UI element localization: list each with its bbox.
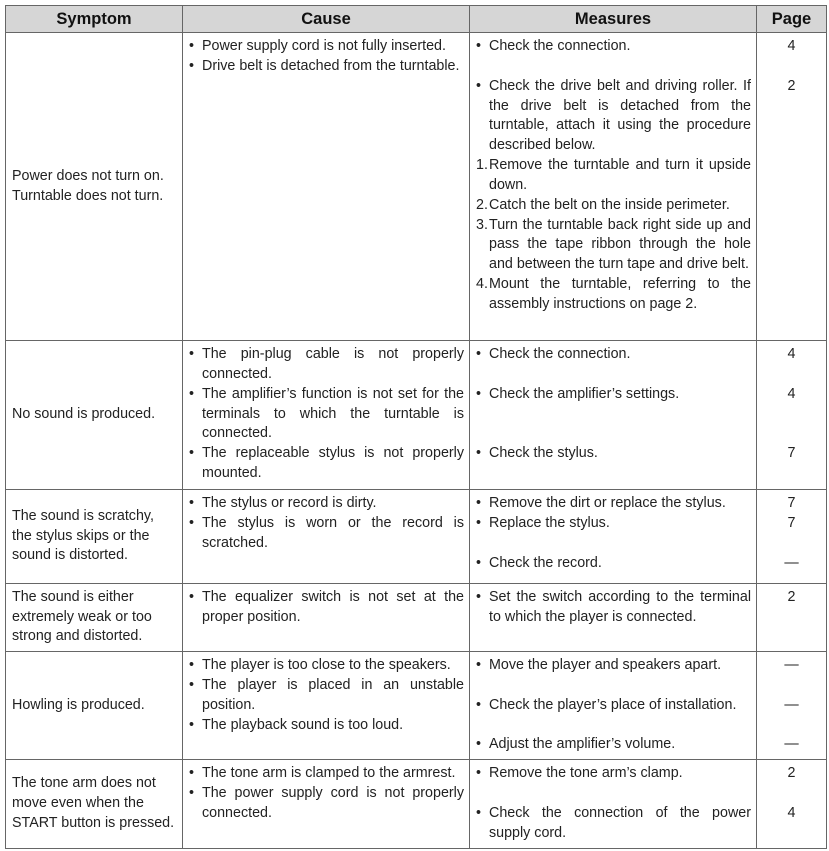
symptom-text: No sound is produced. — [12, 406, 156, 423]
cause-item: • The tone arm is clamped to the armrest. — [189, 765, 456, 782]
measures-cell — [470, 652, 757, 760]
page-value: — — [784, 736, 799, 753]
page-cell — [757, 584, 827, 652]
table-row — [6, 341, 827, 490]
symptom-text: The sound is scratchy, the stylus skips or the sound is distorted. — [12, 507, 154, 564]
measure-item: • Check the stylus. — [476, 445, 598, 462]
cause-cell — [183, 33, 470, 341]
measure-step: 4. Mount the turntable, referring to the assembly instructions on page 2. — [476, 276, 751, 312]
header-measures: Measures — [470, 6, 757, 33]
cause-item: • The power supply cord is not properly connected. — [189, 785, 464, 821]
measure-item: • Check the connection. — [476, 346, 631, 362]
measure-step: 1. Remove the turntable and turn it upside down. — [476, 157, 751, 193]
measure-item: • Check the connection. — [476, 38, 631, 54]
page-value: 2 — [787, 77, 796, 94]
symptom-text: Power does not turn on. Turntable does not turn. — [12, 167, 164, 204]
measure-item: • Remove the dirt or replace the stylus. — [476, 495, 726, 511]
measure-step: 2. Catch the belt on the inside perimeter. — [476, 196, 730, 213]
page-value: — — [784, 696, 799, 713]
measure-item: • Move the player and speakers apart. — [476, 657, 722, 673]
measures-cell — [470, 33, 757, 341]
page-cell — [757, 341, 827, 490]
symptom-cell — [6, 584, 183, 652]
cause-item: • The playback sound is too loud. — [189, 716, 404, 733]
measure-item: • Set the switch according to the terminal to which the player is connected. — [476, 589, 751, 625]
symptom-text: Howling is produced. — [12, 696, 145, 713]
measures-cell — [470, 490, 757, 584]
measure-item: • Check the player’s place of installation. — [476, 696, 737, 713]
page-value: — — [784, 554, 799, 571]
measures-cell — [470, 584, 757, 652]
table-row — [6, 490, 827, 584]
page-value: 2 — [787, 765, 796, 782]
cause-cell — [183, 584, 470, 652]
page-value: 2 — [787, 589, 796, 605]
cause-item: • The replaceable stylus is not properly mounted. — [189, 445, 464, 482]
measure-item: • Check the connection of the power supply cord. — [476, 804, 751, 841]
measure-item: • Check the record. — [476, 554, 602, 571]
measures-cell — [470, 341, 757, 490]
page-value: 7 — [787, 495, 796, 511]
measure-item: • Check the amplifier’s settings. — [476, 385, 680, 402]
page-value: — — [784, 657, 799, 673]
page-cell — [757, 33, 827, 341]
measure-item: • Check the drive belt and driving roller. If the drive belt is detached from the turntable, attach it using the procedure described below. — [476, 77, 751, 154]
measure-step: 3. Turn the turntable back right side up and pass the tape ribbon through the hole and between the turn tape and drive belt. — [476, 216, 751, 273]
header-page: Page — [757, 6, 827, 33]
symptom-text: The sound is either extremely weak or too strong and distorted. — [12, 588, 152, 645]
symptom-text: The tone arm does not move even when the START button is pressed. — [12, 775, 175, 831]
table-row — [6, 652, 827, 760]
symptom-cell — [6, 760, 183, 848]
page-value: 4 — [787, 385, 796, 402]
cause-item: • The amplifier’s function is not set for the terminals to which the turntable is connected. — [189, 385, 464, 442]
page-value: 4 — [787, 346, 796, 362]
cause-item: • The stylus or record is dirty. — [189, 495, 377, 511]
measure-item: • Replace the stylus. — [476, 514, 610, 531]
table-row — [6, 584, 827, 652]
measure-item: • Adjust the amplifier’s volume. — [476, 736, 676, 753]
page-cell — [757, 760, 827, 848]
cause-cell — [183, 760, 470, 848]
symptom-cell — [6, 341, 183, 490]
cause-item: • The stylus is worn or the record is scratched. — [189, 514, 464, 551]
table-row — [6, 33, 827, 341]
header-row — [6, 6, 827, 33]
page-value: 4 — [787, 804, 796, 821]
cause-item: • The pin-plug cable is not properly connected. — [189, 346, 464, 382]
cause-item: • Drive belt is detached from the turntable. — [189, 57, 460, 74]
cause-cell — [183, 341, 470, 490]
cause-cell — [183, 652, 470, 760]
page-cell — [757, 652, 827, 760]
symptom-cell — [6, 652, 183, 760]
symptom-cell — [6, 33, 183, 341]
measures-cell — [470, 760, 757, 848]
page-cell — [757, 490, 827, 584]
troubleshooting-table — [5, 5, 827, 849]
page-value: 4 — [787, 38, 796, 54]
cause-item: • Power supply cord is not fully inserted. — [189, 38, 446, 54]
table-row — [6, 760, 827, 848]
header-symptom: Symptom — [6, 6, 183, 33]
cause-item: • The player is placed in an unstable position. — [189, 676, 464, 713]
cause-item: • The equalizer switch is not set at the proper position. — [189, 589, 464, 625]
measure-item: • Remove the tone arm’s clamp. — [476, 765, 683, 782]
page-value: 7 — [787, 514, 796, 531]
cause-item: • The player is too close to the speakers. — [189, 657, 451, 673]
symptom-cell — [6, 490, 183, 584]
header-cause: Cause — [183, 6, 470, 33]
page-value: 7 — [787, 445, 796, 462]
cause-cell — [183, 490, 470, 584]
